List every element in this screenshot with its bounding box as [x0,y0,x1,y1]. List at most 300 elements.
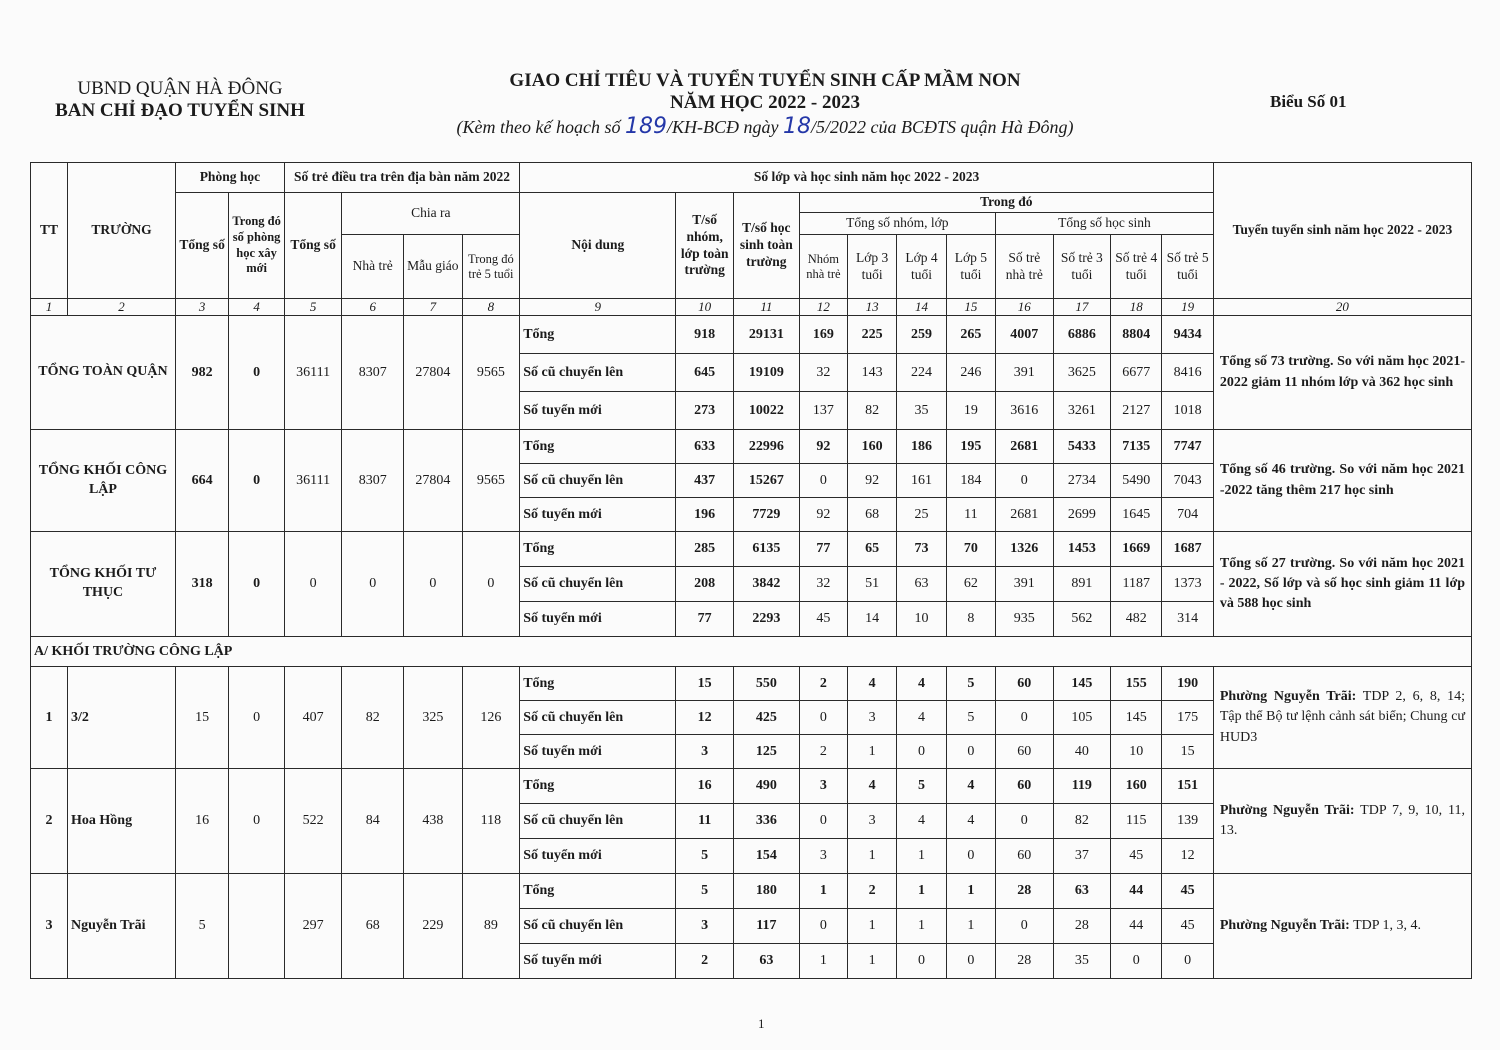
group-name: TỔNG KHỐI CÔNG LẬP [31,430,176,532]
school-name: 3/2 [68,667,176,769]
data-cell: 40 [1053,735,1111,769]
data-cell: 1687 [1162,532,1213,567]
data-cell: 63 [1053,874,1111,909]
data-cell: 105 [1053,701,1111,735]
data-cell: 4 [848,667,897,701]
data-cell: 5 [676,839,734,874]
col-lop-3: Lớp 3 tuổi [848,235,897,299]
row-label-tong: Tổng [520,316,676,354]
data-cell: 60 [996,735,1054,769]
data-cell: 12 [676,701,734,735]
data-cell: 169 [799,316,847,354]
data-cell: 8 [946,602,995,637]
tre-5-value: 126 [462,667,520,769]
mau-giao-value: 438 [404,769,463,874]
school-number: 2 [31,769,68,874]
data-cell: 8416 [1162,354,1213,392]
column-index-cell: 8 [462,299,520,316]
data-cell: 0 [897,944,946,979]
nha-tre-value: 82 [342,667,404,769]
data-cell: 3 [799,839,847,874]
group-name: TỔNG KHỐI TƯ THỤC [31,532,176,637]
page-number: 1 [758,1016,765,1031]
data-cell: 3625 [1053,354,1111,392]
data-cell: 5433 [1053,430,1111,464]
data-cell: 92 [848,464,897,498]
dieu-tra-value: 522 [284,769,342,874]
section-row [31,637,1472,667]
data-cell: 11 [946,498,995,532]
data-cell: 160 [848,430,897,464]
subtitle-post: /5/2022 của BCĐTS quận Hà Đông) [810,117,1074,137]
data-cell: 7747 [1162,430,1213,464]
school-enrollment-area [1213,874,1471,979]
data-cell: 1 [848,735,897,769]
data-cell: 0 [946,735,995,769]
row-label-so-tuyen-moi: Số tuyển mới [520,602,676,637]
data-cell: 918 [676,316,734,354]
data-cell: 145 [1053,667,1111,701]
col-phong-tong-so: Tổng số [175,193,228,299]
data-cell: 161 [897,464,946,498]
data-cell: 208 [676,567,734,602]
school-enrollment-area [1213,667,1471,769]
data-cell: 145 [1111,701,1162,735]
data-cell: 1 [799,944,847,979]
data-cell: 2 [676,944,734,979]
document-year: NĂM HỌC 2022 - 2023 [670,92,860,113]
data-cell: 35 [897,392,946,430]
data-cell: 77 [799,532,847,567]
row-label-so-cu: Số cũ chuyển lên [520,701,676,735]
data-cell: 550 [733,667,799,701]
row-label-so-tuyen-moi: Số tuyển mới [520,498,676,532]
col-so-lop-hoc-sinh: Số lớp và học sinh năm học 2022 - 2023 [520,163,1214,193]
data-cell: 0 [1162,944,1213,979]
data-cell: 633 [676,430,734,464]
data-cell: 117 [733,909,799,944]
row-label-tong: Tổng [520,532,676,567]
data-cell: 63 [897,567,946,602]
col-so-tre-dieu-tra: Số trẻ điều tra trên địa bàn năm 2022 [284,163,519,193]
data-cell: 92 [799,430,847,464]
data-cell: 5490 [1111,464,1162,498]
data-cell: 19109 [733,354,799,392]
data-cell: 1373 [1162,567,1213,602]
col-ts-hoc-sinh: T/số học sinh toàn trường [733,193,799,299]
col-ts-nhom-lop: T/số nhóm, lớp toàn trường [676,193,734,299]
data-cell: 3842 [733,567,799,602]
data-cell: 45 [1111,839,1162,874]
data-cell: 3 [676,909,734,944]
data-cell: 37 [1053,839,1111,874]
mau-giao-value: 27804 [404,430,463,532]
data-cell: 4 [848,769,897,804]
data-cell: 0 [799,464,847,498]
issuer-line-1: UBND QUẬN HÀ ĐÔNG [77,78,283,99]
column-index-cell: 6 [342,299,404,316]
data-cell: 482 [1111,602,1162,637]
col-phong-xay-moi: Trong đó số phòng học xây mới [229,193,285,299]
data-cell: 28 [1053,909,1111,944]
data-cell: 44 [1111,874,1162,909]
data-cell: 32 [799,567,847,602]
school-row [31,874,1472,909]
column-index-cell: 2 [68,299,176,316]
data-cell: 5 [676,874,734,909]
data-cell: 195 [946,430,995,464]
data-cell: 2 [799,667,847,701]
data-cell: 0 [1111,944,1162,979]
data-cell: 1 [848,839,897,874]
data-cell: 0 [946,944,995,979]
issuer-line-2: BAN CHỈ ĐẠO TUYỂN SINH [55,100,305,121]
data-cell: 15267 [733,464,799,498]
data-cell: 10 [897,602,946,637]
data-cell: 60 [996,769,1054,804]
row-label-tong: Tổng [520,874,676,909]
data-cell: 45 [1162,874,1213,909]
data-cell: 3616 [996,392,1054,430]
data-cell: 92 [799,498,847,532]
data-cell: 935 [996,602,1054,637]
phong-hoc-value: 982 [175,316,228,430]
data-cell: 0 [996,701,1054,735]
data-cell: 246 [946,354,995,392]
data-cell: 1669 [1111,532,1162,567]
col-lop-5: Lớp 5 tuổi [946,235,995,299]
data-cell: 1645 [1111,498,1162,532]
data-cell: 160 [1111,769,1162,804]
tre-5-value: 9565 [462,316,520,430]
data-cell: 82 [1053,804,1111,839]
phong-hoc-value: 16 [175,769,228,874]
data-cell: 143 [848,354,897,392]
school-row [31,667,1472,701]
column-index-cell: 13 [848,299,897,316]
data-cell: 391 [996,354,1054,392]
nha-tre-value: 8307 [342,316,404,430]
data-cell: 3261 [1053,392,1111,430]
column-index-row [31,299,1472,316]
area-detail: TDP 1, 3, 4. [1349,917,1422,933]
data-cell: 44 [1111,909,1162,944]
col-tong-so-hoc-sinh: Tổng số học sinh [996,213,1214,235]
section-title: A/ KHỐI TRƯỜNG CÔNG LẬP [31,637,1472,667]
col-truong: TRƯỜNG [68,163,176,299]
data-cell: 2293 [733,602,799,637]
row-label-so-tuyen-moi: Số tuyển mới [520,735,676,769]
data-cell: 3 [799,769,847,804]
row-label-so-cu: Số cũ chuyển lên [520,354,676,392]
data-cell: 45 [799,602,847,637]
data-cell: 190 [1162,667,1213,701]
data-cell: 151 [1162,769,1213,804]
column-index-cell: 9 [520,299,676,316]
data-cell: 645 [676,354,734,392]
data-cell: 125 [733,735,799,769]
data-cell: 1 [848,944,897,979]
document-subtitle [380,114,1150,139]
data-cell: 19 [946,392,995,430]
data-cell: 12 [1162,839,1213,874]
data-cell: 3 [848,804,897,839]
column-index-cell: 5 [284,299,342,316]
col-lop-4: Lớp 4 tuổi [897,235,946,299]
group-name: TỔNG TOÀN QUẬN [31,316,176,430]
school-name: Nguyễn Trãi [68,874,176,979]
area-detail: TDP 2, 6, 8, 14; Tập thể Bộ tư lệnh cảnh sát biển; Chung cư HUD3 [1219,689,1465,745]
summary-row [31,532,1472,567]
column-index-cell: 11 [733,299,799,316]
column-index-cell: 12 [799,299,847,316]
data-cell: 314 [1162,602,1213,637]
col-tuyen-sinh: Tuyển tuyển sinh năm học 2022 - 2023 [1213,163,1471,299]
data-cell: 891 [1053,567,1111,602]
data-cell: 1326 [996,532,1054,567]
phong-hoc-value: 318 [175,532,228,637]
area-detail: TDP 7, 9, 10, 11, 13. [1219,802,1465,838]
ward-name: Phường Nguyễn Trãi: [1219,689,1357,705]
data-cell: 562 [1053,602,1111,637]
data-cell: 265 [946,316,995,354]
phong-xay-moi-value: 0 [229,316,285,430]
dieu-tra-value: 36111 [284,316,342,430]
col-mau-giao: Mẫu giáo [404,235,463,299]
data-cell: 137 [799,392,847,430]
data-cell: 336 [733,804,799,839]
data-cell: 115 [1111,804,1162,839]
data-cell: 60 [996,667,1054,701]
col-phong-hoc: Phòng học [175,163,284,193]
col-nha-tre: Nhà trẻ [342,235,404,299]
column-index-cell: 10 [676,299,734,316]
nha-tre-value: 8307 [342,430,404,532]
data-cell: 14 [848,602,897,637]
data-cell: 490 [733,769,799,804]
data-cell: 3 [848,701,897,735]
data-cell: 1 [799,874,847,909]
row-label-so-cu: Số cũ chuyển lên [520,464,676,498]
data-cell: 154 [733,839,799,874]
data-cell: 7135 [1111,430,1162,464]
data-cell: 1187 [1111,567,1162,602]
mau-giao-value: 0 [404,532,463,637]
col-dieu-tra-tong-so: Tổng số [284,193,342,299]
data-cell: 4 [946,769,995,804]
data-cell: 2681 [996,430,1054,464]
column-index-cell: 1 [31,299,68,316]
issuer-block [30,78,330,122]
data-cell: 0 [946,839,995,874]
col-nhom-nha-tre: Nhóm nhà trẻ [799,235,847,299]
data-cell: 11 [676,804,734,839]
group-note: Tổng số 46 trường. So với năm học 2021 -2022 tăng thêm 217 học sinh [1213,430,1471,532]
phong-xay-moi-value: 0 [229,667,285,769]
data-cell: 4 [897,701,946,735]
data-cell: 273 [676,392,734,430]
row-label-so-tuyen-moi: Số tuyển mới [520,392,676,430]
data-cell: 45 [1162,909,1213,944]
column-index-cell: 20 [1213,299,1471,316]
data-cell: 25 [897,498,946,532]
data-cell: 10022 [733,392,799,430]
data-cell: 4 [897,667,946,701]
data-cell: 2734 [1053,464,1111,498]
col-tre-5-tuoi: Trong đó trẻ 5 tuổi [462,235,520,299]
data-cell: 0 [897,735,946,769]
data-cell: 22996 [733,430,799,464]
nha-tre-value: 0 [342,532,404,637]
data-cell: 1 [897,874,946,909]
data-cell: 4007 [996,316,1054,354]
dieu-tra-value: 36111 [284,430,342,532]
phong-hoc-value: 664 [175,430,228,532]
data-cell: 82 [848,392,897,430]
data-cell: 6135 [733,532,799,567]
col-so-tre-3: Số trẻ 3 tuổi [1053,235,1111,299]
row-label-so-tuyen-moi: Số tuyển mới [520,839,676,874]
column-index-cell: 14 [897,299,946,316]
col-noi-dung: Nội dung [520,193,676,299]
phong-xay-moi-value [229,874,285,979]
data-cell: 70 [946,532,995,567]
handwritten-day: 18 [782,114,811,139]
data-cell: 175 [1162,701,1213,735]
data-cell: 32 [799,354,847,392]
data-cell: 0 [799,701,847,735]
data-cell: 15 [1162,735,1213,769]
group-note: Tổng số 27 trường. So với năm học 2021 - 2022, Số lớp và số học sinh giảm 11 lớp và 588 học sinh [1213,532,1471,637]
document-title-block [380,70,1150,139]
data-cell: 68 [848,498,897,532]
data-cell: 4 [946,804,995,839]
column-index-cell: 19 [1162,299,1213,316]
dieu-tra-value: 0 [284,532,342,637]
subtitle-mid: /KH-BCĐ ngày [666,117,783,137]
phong-hoc-value: 5 [175,874,228,979]
data-cell: 15 [676,667,734,701]
group-note: Tổng số 73 trường. So với năm học 2021-2022 giảm 11 nhóm lớp và 362 học sinh [1213,316,1471,430]
data-cell: 259 [897,316,946,354]
school-number: 3 [31,874,68,979]
data-cell: 60 [996,839,1054,874]
data-cell: 425 [733,701,799,735]
col-so-tre-5: Số trẻ 5 tuổi [1162,235,1213,299]
col-so-tre-4: Số trẻ 4 tuổi [1111,235,1162,299]
row-label-tong: Tổng [520,769,676,804]
data-cell: 1 [946,874,995,909]
col-trong-do: Trong đó [799,193,1213,213]
data-cell: 155 [1111,667,1162,701]
data-cell: 16 [676,769,734,804]
data-cell: 119 [1053,769,1111,804]
row-label-so-cu: Số cũ chuyển lên [520,909,676,944]
data-cell: 196 [676,498,734,532]
data-cell: 9434 [1162,316,1213,354]
dieu-tra-value: 297 [284,874,342,979]
mau-giao-value: 325 [404,667,463,769]
data-cell: 8804 [1111,316,1162,354]
subtitle-pre: (Kèm theo kế hoạch số [456,117,625,137]
mau-giao-value: 229 [404,874,463,979]
data-cell: 0 [799,909,847,944]
nha-tre-value: 84 [342,769,404,874]
column-index-cell: 15 [946,299,995,316]
data-cell: 180 [733,874,799,909]
data-cell: 73 [897,532,946,567]
document-title: GIAO CHỈ TIÊU VÀ TUYỂN TUYỂN SINH CẤP MẦM NON [509,70,1021,91]
data-cell: 0 [996,464,1054,498]
data-cell: 6886 [1053,316,1111,354]
column-index-cell: 3 [175,299,228,316]
data-cell: 2127 [1111,392,1162,430]
tre-5-value: 0 [462,532,520,637]
data-cell: 1018 [1162,392,1213,430]
col-tong-so-nhom-lop: Tổng số nhóm, lớp [799,213,995,235]
form-number: Biểu Số 01 [1270,92,1347,111]
column-index-cell: 16 [996,299,1054,316]
data-cell: 7043 [1162,464,1213,498]
data-cell: 5 [946,667,995,701]
data-cell: 2 [799,735,847,769]
data-cell: 4 [897,804,946,839]
data-cell: 28 [996,874,1054,909]
data-cell: 1 [897,909,946,944]
data-cell: 28 [996,944,1054,979]
school-enrollment-area [1213,769,1471,874]
data-cell: 704 [1162,498,1213,532]
data-cell: 3 [676,735,734,769]
data-cell: 51 [848,567,897,602]
row-label-so-tuyen-moi: Số tuyển mới [520,944,676,979]
school-row [31,769,1472,804]
phong-xay-moi-value: 0 [229,769,285,874]
dieu-tra-value: 407 [284,667,342,769]
tre-5-value: 9565 [462,430,520,532]
ward-name: Phường Nguyễn Trãi: [1219,802,1355,818]
data-cell: 224 [897,354,946,392]
data-cell: 1 [848,909,897,944]
ward-name: Phường Nguyễn Trãi: [1219,917,1350,933]
col-chia-ra: Chia ra [342,193,520,235]
row-label-so-cu: Số cũ chuyển lên [520,567,676,602]
tre-5-value: 118 [462,769,520,874]
data-cell: 10 [1111,735,1162,769]
data-cell: 139 [1162,804,1213,839]
row-label-tong: Tổng [520,667,676,701]
data-cell: 285 [676,532,734,567]
school-name: Hoa Hồng [68,769,176,874]
data-cell: 1453 [1053,532,1111,567]
phong-xay-moi-value: 0 [229,532,285,637]
col-so-tre-nha-tre: Số trẻ nhà trẻ [996,235,1054,299]
data-cell: 62 [946,567,995,602]
tre-5-value: 89 [462,874,520,979]
data-cell: 0 [996,804,1054,839]
data-cell: 437 [676,464,734,498]
data-cell: 0 [996,909,1054,944]
column-index-cell: 7 [404,299,463,316]
data-cell: 0 [799,804,847,839]
phong-xay-moi-value: 0 [229,430,285,532]
data-cell: 65 [848,532,897,567]
col-tt: TT [31,163,68,299]
data-cell: 184 [946,464,995,498]
school-number: 1 [31,667,68,769]
row-label-tong: Tổng [520,430,676,464]
data-cell: 35 [1053,944,1111,979]
